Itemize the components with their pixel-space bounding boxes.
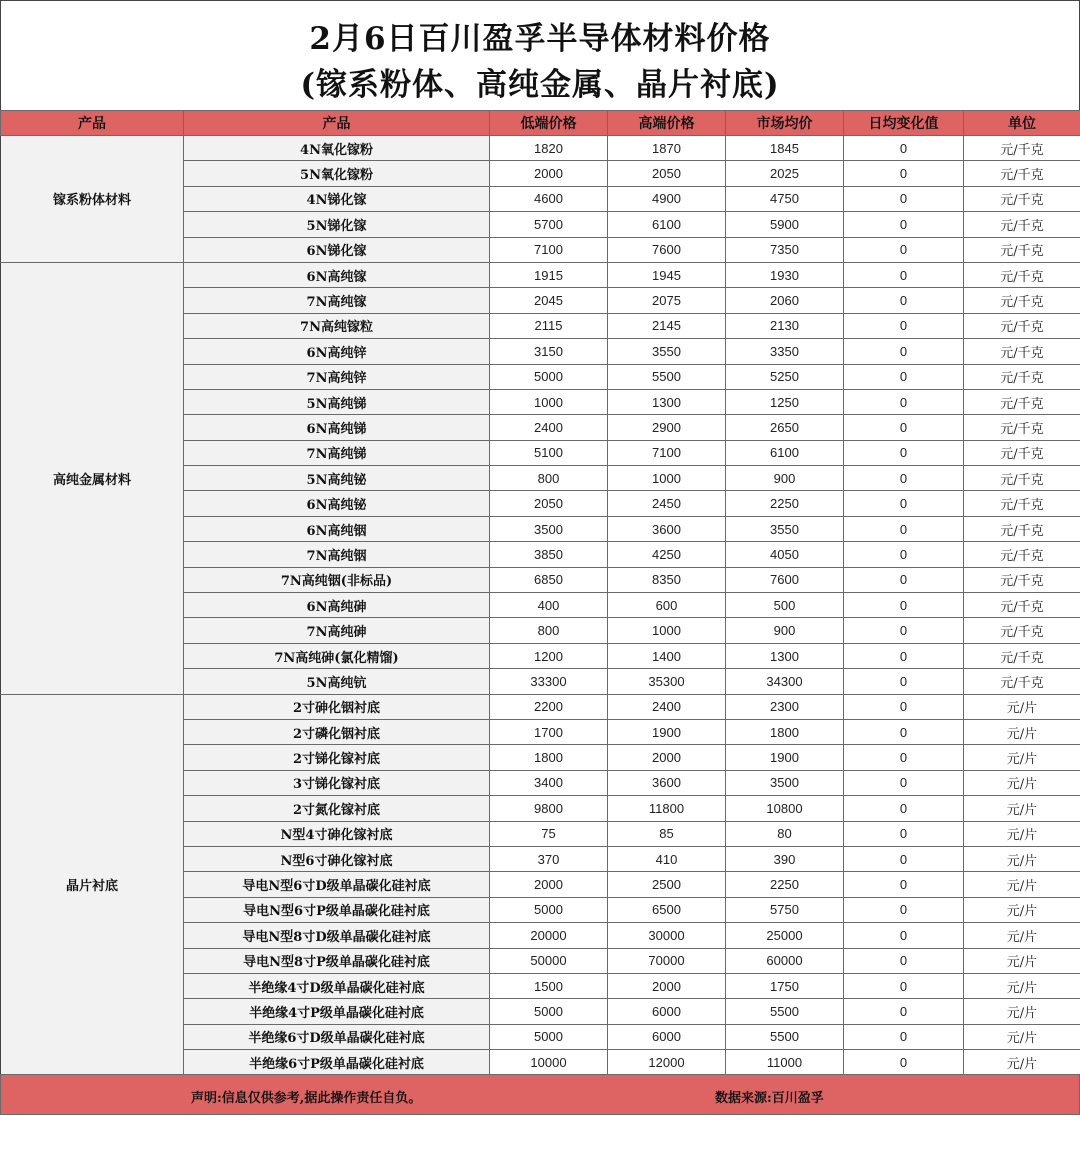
- high-price-cell: 6000: [608, 1024, 726, 1049]
- low-price-cell: 1000: [490, 389, 608, 414]
- product-name-cell: 5N氧化镓粉: [184, 161, 490, 186]
- column-header-product: 产品: [184, 111, 490, 136]
- average-price-cell: 7350: [726, 237, 844, 262]
- high-price-cell: 2900: [608, 415, 726, 440]
- unit-cell: 元/千克: [964, 364, 1080, 389]
- unit-cell: 元/千克: [964, 339, 1080, 364]
- high-price-cell: 1945: [608, 262, 726, 287]
- low-price-cell: 3400: [490, 770, 608, 795]
- high-price-cell: 6000: [608, 999, 726, 1024]
- average-price-cell: 2130: [726, 313, 844, 338]
- product-name-cell: 7N高纯铟: [184, 542, 490, 567]
- daily-change-cell: 0: [844, 389, 964, 414]
- average-price-cell: 1250: [726, 389, 844, 414]
- unit-cell: 元/片: [964, 872, 1080, 897]
- low-price-cell: 3500: [490, 516, 608, 541]
- unit-cell: 元/千克: [964, 389, 1080, 414]
- average-price-cell: 1900: [726, 745, 844, 770]
- average-price-cell: 25000: [726, 923, 844, 948]
- high-price-cell: 12000: [608, 1050, 726, 1075]
- average-price-cell: 5250: [726, 364, 844, 389]
- product-name-cell: 5N高纯钪: [184, 669, 490, 694]
- unit-cell: 元/千克: [964, 161, 1080, 186]
- category-cell: 高纯金属材料: [1, 262, 184, 694]
- low-price-cell: 1800: [490, 745, 608, 770]
- low-price-cell: 3150: [490, 339, 608, 364]
- product-name-cell: 2寸砷化铟衬底: [184, 694, 490, 719]
- high-price-cell: 1870: [608, 136, 726, 161]
- daily-change-cell: 0: [844, 262, 964, 287]
- average-price-cell: 5500: [726, 999, 844, 1024]
- low-price-cell: 1500: [490, 973, 608, 998]
- daily-change-cell: 0: [844, 719, 964, 744]
- high-price-cell: 1400: [608, 643, 726, 668]
- average-price-cell: 3500: [726, 770, 844, 795]
- daily-change-cell: 0: [844, 796, 964, 821]
- table-row: [1, 262, 1080, 287]
- category-cell: 晶片衬底: [1, 694, 184, 1075]
- unit-cell: 元/片: [964, 719, 1080, 744]
- low-price-cell: 6850: [490, 567, 608, 592]
- product-name-cell: 3寸锑化镓衬底: [184, 770, 490, 795]
- unit-cell: 元/片: [964, 821, 1080, 846]
- unit-cell: 元/片: [964, 1050, 1080, 1075]
- low-price-cell: 20000: [490, 923, 608, 948]
- low-price-cell: 75: [490, 821, 608, 846]
- product-name-cell: 6N高纯锌: [184, 339, 490, 364]
- unit-cell: 元/片: [964, 948, 1080, 973]
- high-price-cell: 3600: [608, 516, 726, 541]
- daily-change-cell: 0: [844, 542, 964, 567]
- unit-cell: 元/片: [964, 770, 1080, 795]
- product-name-cell: 6N高纯镓: [184, 262, 490, 287]
- high-price-cell: 6500: [608, 897, 726, 922]
- daily-change-cell: 0: [844, 237, 964, 262]
- product-name-cell: 导电N型6寸D级单晶碳化硅衬底: [184, 872, 490, 897]
- unit-cell: 元/千克: [964, 288, 1080, 313]
- average-price-cell: 80: [726, 821, 844, 846]
- unit-cell: 元/片: [964, 796, 1080, 821]
- daily-change-cell: 0: [844, 999, 964, 1024]
- unit-cell: 元/千克: [964, 593, 1080, 618]
- low-price-cell: 2400: [490, 415, 608, 440]
- title-block: [0, 0, 1080, 110]
- product-name-cell: 4N氧化镓粉: [184, 136, 490, 161]
- high-price-cell: 2500: [608, 872, 726, 897]
- low-price-cell: 10000: [490, 1050, 608, 1075]
- high-price-cell: 7600: [608, 237, 726, 262]
- unit-cell: 元/千克: [964, 186, 1080, 211]
- table-row: [1, 694, 1080, 719]
- high-price-cell: 35300: [608, 669, 726, 694]
- page-subtitle: (镓系粉体、高纯金属、晶片衬底): [300, 67, 780, 103]
- average-price-cell: 390: [726, 846, 844, 871]
- average-price-cell: 7600: [726, 567, 844, 592]
- category-cell: 镓系粉体材料: [1, 136, 184, 263]
- high-price-cell: 3600: [608, 770, 726, 795]
- product-name-cell: 半绝缘6寸D级单晶碳化硅衬底: [184, 1024, 490, 1049]
- high-price-cell: 4900: [608, 186, 726, 211]
- average-price-cell: 60000: [726, 948, 844, 973]
- product-name-cell: 2寸磷化铟衬底: [184, 719, 490, 744]
- average-price-cell: 2300: [726, 694, 844, 719]
- low-price-cell: 800: [490, 618, 608, 643]
- unit-cell: 元/片: [964, 897, 1080, 922]
- product-name-cell: 半绝缘6寸P级单晶碳化硅衬底: [184, 1050, 490, 1075]
- product-name-cell: 5N高纯锑: [184, 389, 490, 414]
- product-name-cell: 6N高纯砷: [184, 593, 490, 618]
- unit-cell: 元/千克: [964, 440, 1080, 465]
- average-price-cell: 3550: [726, 516, 844, 541]
- low-price-cell: 2000: [490, 872, 608, 897]
- unit-cell: 元/片: [964, 923, 1080, 948]
- high-price-cell: 600: [608, 593, 726, 618]
- unit-cell: 元/千克: [964, 542, 1080, 567]
- footer: [0, 1075, 1080, 1115]
- product-name-cell: 导电N型8寸P级单晶碳化硅衬底: [184, 948, 490, 973]
- daily-change-cell: 0: [844, 186, 964, 211]
- unit-cell: 元/片: [964, 1024, 1080, 1049]
- product-name-cell: 6N高纯铋: [184, 491, 490, 516]
- high-price-cell: 2075: [608, 288, 726, 313]
- unit-cell: 元/千克: [964, 567, 1080, 592]
- table-header-row: [1, 111, 1080, 136]
- daily-change-cell: 0: [844, 313, 964, 338]
- low-price-cell: 1820: [490, 136, 608, 161]
- low-price-cell: 1700: [490, 719, 608, 744]
- daily-change-cell: 0: [844, 339, 964, 364]
- unit-cell: 元/千克: [964, 516, 1080, 541]
- product-name-cell: 7N高纯砷: [184, 618, 490, 643]
- product-name-cell: 5N高纯铋: [184, 466, 490, 491]
- product-name-cell: 5N锑化镓: [184, 212, 490, 237]
- high-price-cell: 1300: [608, 389, 726, 414]
- daily-change-cell: 0: [844, 872, 964, 897]
- daily-change-cell: 0: [844, 516, 964, 541]
- daily-change-cell: 0: [844, 440, 964, 465]
- low-price-cell: 2200: [490, 694, 608, 719]
- column-header-category: 产品: [1, 111, 184, 136]
- high-price-cell: 1900: [608, 719, 726, 744]
- column-header-average-price: 市场均价: [726, 111, 844, 136]
- daily-change-cell: 0: [844, 643, 964, 668]
- unit-cell: 元/千克: [964, 618, 1080, 643]
- product-name-cell: 6N高纯锑: [184, 415, 490, 440]
- daily-change-cell: 0: [844, 694, 964, 719]
- column-header-unit: 单位: [964, 111, 1080, 136]
- average-price-cell: 10800: [726, 796, 844, 821]
- low-price-cell: 2050: [490, 491, 608, 516]
- unit-cell: 元/千克: [964, 466, 1080, 491]
- unit-cell: 元/片: [964, 999, 1080, 1024]
- high-price-cell: 2145: [608, 313, 726, 338]
- low-price-cell: 2115: [490, 313, 608, 338]
- unit-cell: 元/千克: [964, 136, 1080, 161]
- low-price-cell: 370: [490, 846, 608, 871]
- high-price-cell: 1000: [608, 466, 726, 491]
- product-name-cell: 7N高纯镓: [184, 288, 490, 313]
- product-name-cell: 6N锑化镓: [184, 237, 490, 262]
- column-header-daily-change: 日均变化值: [844, 111, 964, 136]
- high-price-cell: 2000: [608, 745, 726, 770]
- daily-change-cell: 0: [844, 593, 964, 618]
- table-body: [1, 136, 1080, 1075]
- unit-cell: 元/千克: [964, 643, 1080, 668]
- unit-cell: 元/千克: [964, 491, 1080, 516]
- daily-change-cell: 0: [844, 415, 964, 440]
- average-price-cell: 6100: [726, 440, 844, 465]
- product-name-cell: 2寸锑化镓衬底: [184, 745, 490, 770]
- high-price-cell: 11800: [608, 796, 726, 821]
- product-name-cell: 7N高纯砷(氯化精馏): [184, 643, 490, 668]
- product-name-cell: 6N高纯铟: [184, 516, 490, 541]
- product-name-cell: N型6寸砷化镓衬底: [184, 846, 490, 871]
- low-price-cell: 3850: [490, 542, 608, 567]
- daily-change-cell: 0: [844, 669, 964, 694]
- daily-change-cell: 0: [844, 897, 964, 922]
- column-header-low-price: 低端价格: [490, 111, 608, 136]
- product-name-cell: N型4寸砷化镓衬底: [184, 821, 490, 846]
- high-price-cell: 2400: [608, 694, 726, 719]
- low-price-cell: 5700: [490, 212, 608, 237]
- unit-cell: 元/千克: [964, 415, 1080, 440]
- daily-change-cell: 0: [844, 1024, 964, 1049]
- average-price-cell: 1800: [726, 719, 844, 744]
- daily-change-cell: 0: [844, 846, 964, 871]
- daily-change-cell: 0: [844, 618, 964, 643]
- average-price-cell: 2060: [726, 288, 844, 313]
- daily-change-cell: 0: [844, 466, 964, 491]
- unit-cell: 元/千克: [964, 669, 1080, 694]
- table-row: [1, 136, 1080, 161]
- average-price-cell: 2250: [726, 491, 844, 516]
- unit-cell: 元/片: [964, 694, 1080, 719]
- low-price-cell: 7100: [490, 237, 608, 262]
- average-price-cell: 4050: [726, 542, 844, 567]
- daily-change-cell: 0: [844, 923, 964, 948]
- column-header-high-price: 高端价格: [608, 111, 726, 136]
- high-price-cell: 85: [608, 821, 726, 846]
- low-price-cell: 2000: [490, 161, 608, 186]
- average-price-cell: 2650: [726, 415, 844, 440]
- high-price-cell: 2450: [608, 491, 726, 516]
- average-price-cell: 3350: [726, 339, 844, 364]
- average-price-cell: 1300: [726, 643, 844, 668]
- disclaimer: 声明:信息仅供参考,据此操作责任自负。: [191, 1091, 422, 1107]
- average-price-cell: 1750: [726, 973, 844, 998]
- daily-change-cell: 0: [844, 212, 964, 237]
- product-name-cell: 7N高纯铟(非标品): [184, 567, 490, 592]
- low-price-cell: 5100: [490, 440, 608, 465]
- daily-change-cell: 0: [844, 364, 964, 389]
- high-price-cell: 6100: [608, 212, 726, 237]
- low-price-cell: 400: [490, 593, 608, 618]
- daily-change-cell: 0: [844, 973, 964, 998]
- daily-change-cell: 0: [844, 745, 964, 770]
- low-price-cell: 800: [490, 466, 608, 491]
- low-price-cell: 5000: [490, 999, 608, 1024]
- high-price-cell: 5500: [608, 364, 726, 389]
- low-price-cell: 1915: [490, 262, 608, 287]
- low-price-cell: 50000: [490, 948, 608, 973]
- average-price-cell: 4750: [726, 186, 844, 211]
- unit-cell: 元/片: [964, 745, 1080, 770]
- product-name-cell: 半绝缘4寸D级单晶碳化硅衬底: [184, 973, 490, 998]
- product-name-cell: 半绝缘4寸P级单晶碳化硅衬底: [184, 999, 490, 1024]
- average-price-cell: 1845: [726, 136, 844, 161]
- page-title: 2月6日百川盈孚半导体材料价格: [309, 21, 771, 57]
- unit-cell: 元/千克: [964, 212, 1080, 237]
- average-price-cell: 5500: [726, 1024, 844, 1049]
- daily-change-cell: 0: [844, 161, 964, 186]
- high-price-cell: 2000: [608, 973, 726, 998]
- product-name-cell: 2寸氮化镓衬底: [184, 796, 490, 821]
- high-price-cell: 3550: [608, 339, 726, 364]
- product-name-cell: 7N高纯锌: [184, 364, 490, 389]
- average-price-cell: 900: [726, 466, 844, 491]
- unit-cell: 元/千克: [964, 237, 1080, 262]
- product-name-cell: 导电N型6寸P级单晶碳化硅衬底: [184, 897, 490, 922]
- high-price-cell: 4250: [608, 542, 726, 567]
- price-table: [0, 110, 1080, 1075]
- product-name-cell: 导电N型8寸D级单晶碳化硅衬底: [184, 923, 490, 948]
- high-price-cell: 30000: [608, 923, 726, 948]
- daily-change-cell: 0: [844, 491, 964, 516]
- low-price-cell: 4600: [490, 186, 608, 211]
- high-price-cell: 7100: [608, 440, 726, 465]
- unit-cell: 元/千克: [964, 313, 1080, 338]
- high-price-cell: 410: [608, 846, 726, 871]
- data-source: 数据来源:百川盈孚: [715, 1091, 824, 1107]
- daily-change-cell: 0: [844, 948, 964, 973]
- low-price-cell: 1200: [490, 643, 608, 668]
- product-name-cell: 4N锑化镓: [184, 186, 490, 211]
- high-price-cell: 70000: [608, 948, 726, 973]
- daily-change-cell: 0: [844, 136, 964, 161]
- daily-change-cell: 0: [844, 567, 964, 592]
- average-price-cell: 5750: [726, 897, 844, 922]
- product-name-cell: 7N高纯锑: [184, 440, 490, 465]
- average-price-cell: 34300: [726, 669, 844, 694]
- low-price-cell: 5000: [490, 1024, 608, 1049]
- average-price-cell: 2250: [726, 872, 844, 897]
- unit-cell: 元/片: [964, 973, 1080, 998]
- low-price-cell: 2045: [490, 288, 608, 313]
- daily-change-cell: 0: [844, 821, 964, 846]
- average-price-cell: 900: [726, 618, 844, 643]
- product-name-cell: 7N高纯镓粒: [184, 313, 490, 338]
- unit-cell: 元/千克: [964, 262, 1080, 287]
- average-price-cell: 11000: [726, 1050, 844, 1075]
- unit-cell: 元/片: [964, 846, 1080, 871]
- daily-change-cell: 0: [844, 288, 964, 313]
- average-price-cell: 500: [726, 593, 844, 618]
- daily-change-cell: 0: [844, 1050, 964, 1075]
- low-price-cell: 5000: [490, 364, 608, 389]
- low-price-cell: 33300: [490, 669, 608, 694]
- average-price-cell: 5900: [726, 212, 844, 237]
- average-price-cell: 1930: [726, 262, 844, 287]
- average-price-cell: 2025: [726, 161, 844, 186]
- high-price-cell: 8350: [608, 567, 726, 592]
- high-price-cell: 1000: [608, 618, 726, 643]
- low-price-cell: 5000: [490, 897, 608, 922]
- daily-change-cell: 0: [844, 770, 964, 795]
- low-price-cell: 9800: [490, 796, 608, 821]
- high-price-cell: 2050: [608, 161, 726, 186]
